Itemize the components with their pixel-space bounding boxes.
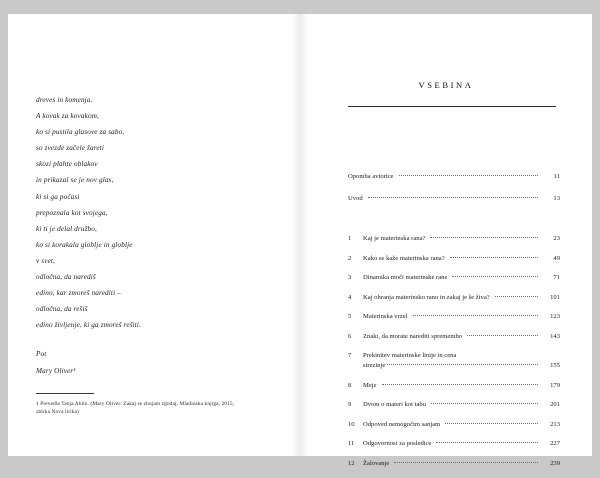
poem-line: ko si pustila glasove za sabo, [36, 128, 125, 137]
toc-entry-number: 4 [348, 293, 352, 301]
toc-entry-number: 8 [348, 381, 352, 389]
poem-line: dreves in komenja. [36, 96, 93, 104]
toc-entry-page: 201 [550, 401, 560, 408]
chapter-list [348, 234, 560, 469]
poem-line: prepoznala kot svojega, [36, 208, 108, 217]
toc-entry-page: 239 [550, 459, 560, 467]
toc-entry-number: 1 [348, 235, 352, 242]
toc-entry-number: 12 [348, 459, 355, 467]
toc-entry-page: 11 [553, 173, 560, 180]
toc-entry[interactable] [348, 254, 560, 264]
toc-leader-dots [436, 442, 538, 443]
toc-entry-label: Dinamika moči materinske rane [363, 274, 448, 281]
toc-entry-label: Žalovanje [363, 459, 390, 467]
toc-entry[interactable] [348, 420, 560, 430]
poem-line: skozi plahte oblakov [36, 160, 98, 169]
footnote [36, 393, 236, 416]
poem-line: in prikazal se je nov glas, [36, 176, 114, 185]
toc-entry-label-cont: strezinje [363, 362, 386, 369]
toc-entry[interactable] [348, 234, 560, 244]
poem-line: odločna, da narediš [36, 273, 96, 282]
toc-leader-dots [467, 335, 538, 336]
toc-entry-label: Meje [363, 381, 377, 389]
toc-leader-dots [445, 423, 538, 424]
toc-leader-dots [399, 175, 538, 176]
toc-leader-dots [430, 237, 538, 238]
toc-entry-label: Znaki, da morate narediti spremembo [363, 332, 463, 340]
toc-leader-dots [495, 296, 538, 297]
toc-entry-label: Dvom o materi kot tabu [363, 401, 426, 408]
toc-leader-dots [450, 257, 538, 258]
toc-entry-number: 6 [348, 332, 352, 340]
toc-entry-page: 155 [550, 362, 560, 369]
poem-line: ki si ga počasi [36, 192, 80, 201]
toc-entry-label: Uvod [348, 195, 363, 202]
poem-body [36, 92, 246, 333]
toc-entry-number: 11 [348, 440, 355, 447]
toc-entry-page: 143 [550, 332, 560, 340]
poem-line: so zvezde začele žareti [36, 144, 105, 153]
toc-entry-page: 23 [553, 235, 560, 242]
toc-leader-dots [452, 276, 538, 277]
toc-entry-label: Kako se kaže materinska rana? [363, 254, 445, 262]
left-page [8, 14, 300, 456]
toc-entry[interactable] [348, 381, 560, 391]
poem-line: edino življenje, ki ga zmoreš rešiti. [36, 321, 142, 330]
table-of-contents [348, 172, 560, 478]
toc-entry-label: Materinska vrzel [363, 313, 408, 320]
toc-entry-label: Opomba avtorice [348, 173, 394, 180]
toc-leader-dots [413, 315, 539, 316]
poem-line: odločna, da rešiš [36, 305, 88, 314]
toc-entry-number: 9 [348, 401, 352, 408]
toc-entry-label: Odgovornost za posledice [363, 440, 432, 447]
toc-entry-label: Odpoved nemogočim sanjam [363, 420, 441, 428]
footnote-text: 1 Prevedla Tanja Ahlin. (Mary Oliver: Zakaj se zbujam zgodaj, Mladinska knjiga, 2015, zbirka Nova lirika) [36, 400, 235, 415]
poem-signature [36, 346, 246, 378]
toc-entry[interactable] [348, 273, 560, 283]
toc-leader-dots [431, 403, 538, 404]
toc-leader-dots [368, 197, 538, 198]
toc-entry[interactable] [348, 351, 560, 371]
toc-entry-label: Kaj ohranja materinsko rano in zakaj je še živa? [363, 293, 490, 301]
toc-leader-dots [387, 364, 538, 365]
toc-entry-page: 13 [553, 195, 560, 202]
toc-entry-page: 71 [553, 274, 560, 281]
footnote-rule [36, 393, 94, 394]
toc-entry-page: 179 [550, 381, 560, 389]
toc-entry[interactable] [348, 194, 560, 204]
toc-entry-page: 49 [553, 254, 560, 262]
toc-entry-number: 2 [348, 254, 352, 262]
page-title: VSEBINA [418, 80, 474, 90]
toc-entry[interactable] [348, 332, 560, 342]
toc-leader-dots [382, 384, 538, 385]
poem-line: ko si korakala globlje in globlje [36, 240, 133, 249]
poem-line: v svet, [36, 256, 56, 265]
toc-entry[interactable] [348, 312, 560, 322]
toc-entry-number: 5 [348, 313, 352, 320]
toc-entry[interactable] [348, 439, 560, 449]
toc-leader-dots [394, 462, 538, 463]
poem-block [36, 92, 246, 379]
title-rule [348, 106, 556, 107]
toc-entry[interactable] [348, 172, 560, 182]
poem-line: A kovak za kovakom, [36, 112, 99, 121]
front-matter-list [348, 172, 560, 204]
toc-entry[interactable] [348, 400, 560, 410]
poem-line: edino, kar zmoreš narediti – [36, 289, 121, 298]
toc-entry[interactable] [348, 293, 560, 303]
poem-signature-line: Pot [36, 350, 47, 359]
toc-entry-number: 7 [348, 352, 352, 359]
toc-entry[interactable] [348, 459, 560, 469]
toc-entry-label: Prekinitev materinske linije in cena [363, 352, 457, 359]
toc-entry-label: Kaj je materinska rana? [363, 235, 426, 242]
toc-entry-page: 123 [550, 313, 560, 320]
toc-entry-number: 3 [348, 274, 352, 281]
poem-line: ki ti je delal družbo, [36, 224, 97, 233]
toc-entry-page: 101 [550, 293, 560, 301]
toc-entry-number: 10 [348, 420, 355, 428]
toc-entry-page: 213 [550, 420, 560, 428]
toc-entry-page: 227 [550, 440, 560, 447]
poem-signature-line: Mary Oliver¹ [36, 366, 76, 375]
right-page [300, 14, 592, 467]
